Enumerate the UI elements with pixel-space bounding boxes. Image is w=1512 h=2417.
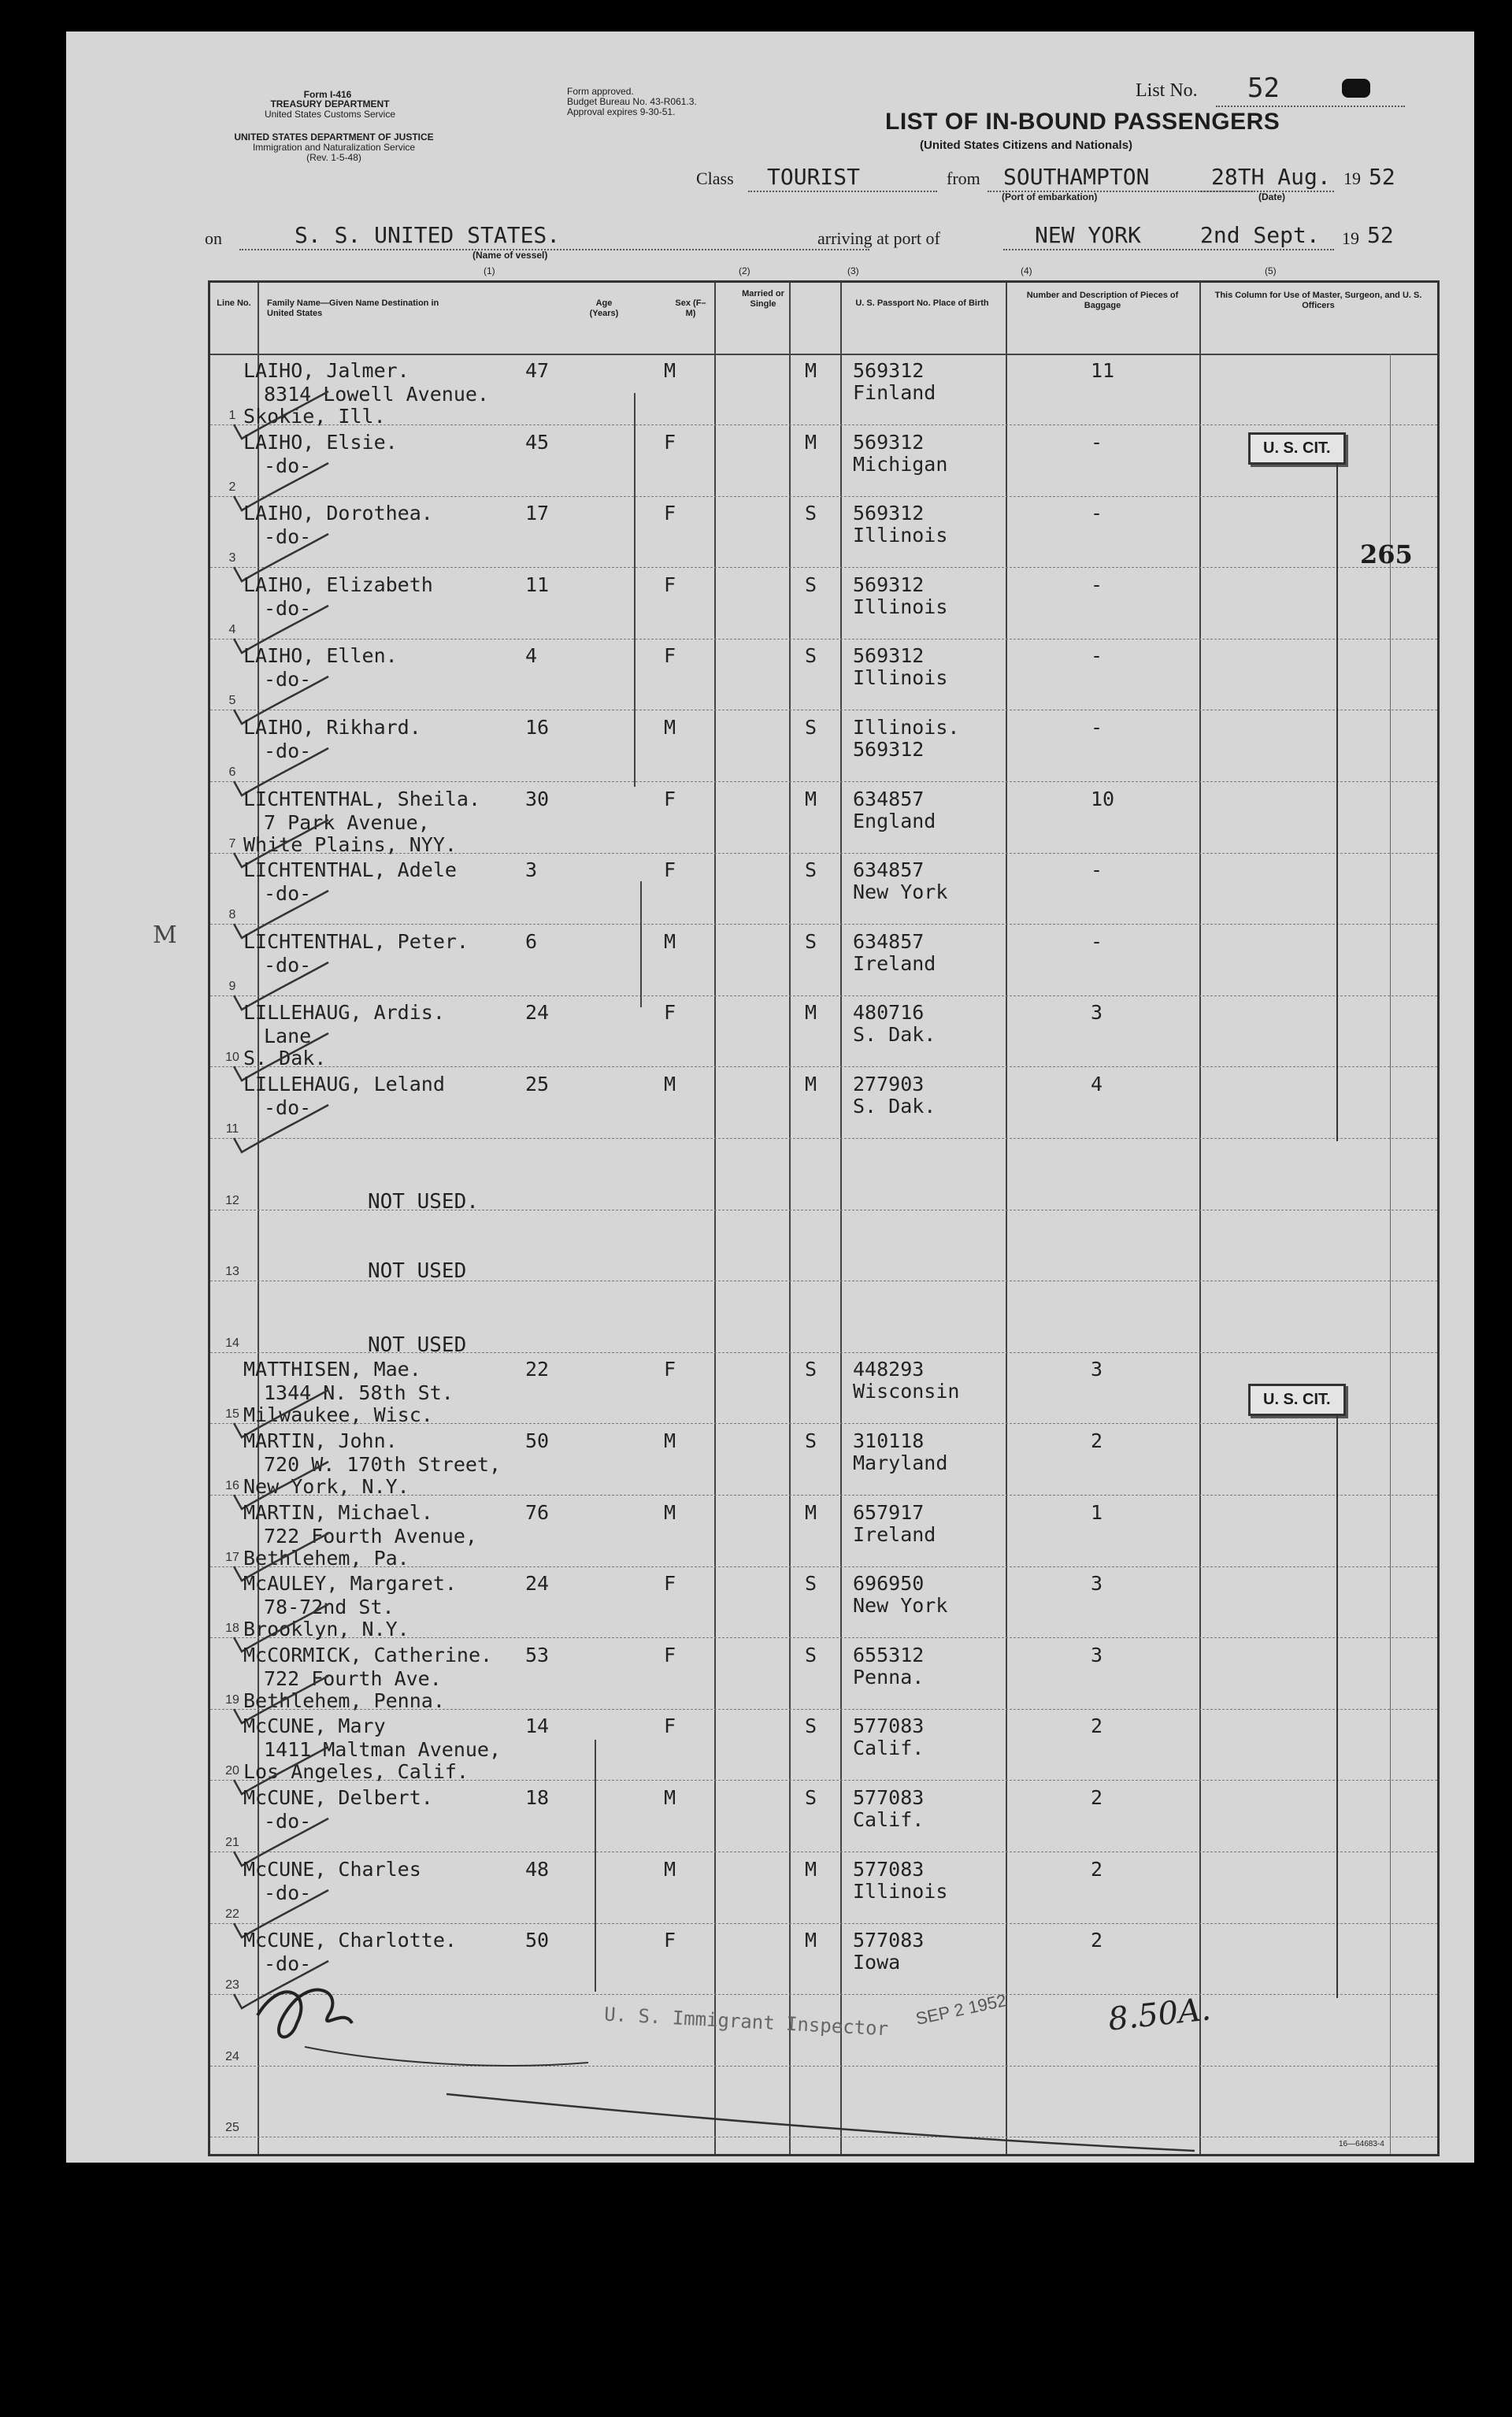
line-number: 12 xyxy=(225,1193,239,1207)
marital-status: S xyxy=(805,1572,817,1596)
vessel-name: S. S. UNITED STATES. xyxy=(295,222,561,248)
place-of-birth: Illinois xyxy=(853,524,948,547)
destination-line-2: White Plains, NYY. xyxy=(243,832,457,856)
list-no-label: List No. xyxy=(1136,80,1198,101)
line-number: 1 xyxy=(228,409,236,422)
passport-number: 634857 xyxy=(853,929,925,953)
line-number: 15 xyxy=(225,1407,239,1422)
col-officers: This Column for Use of Master, Surgeon, and U. S. Officers xyxy=(1214,291,1422,310)
destination-line-1: Lane xyxy=(264,1025,312,1048)
destination-line-1: -do- xyxy=(264,668,312,691)
year-prefix: 19 xyxy=(1343,169,1361,188)
baggage-count: 4 xyxy=(1091,1073,1103,1095)
col-sex: Sex (F–M) xyxy=(675,298,706,318)
class-value: TOURIST xyxy=(767,164,861,190)
place-of-birth: Calif. xyxy=(853,1808,925,1831)
passenger-name: LAIHO, Rikhard. xyxy=(243,716,421,739)
approval-line-3: Approval expires 9-30-51. xyxy=(567,106,676,117)
table-row xyxy=(210,1709,1437,1784)
justice-dept: UNITED STATES DEPARTMENT OF JUSTICE xyxy=(234,132,434,143)
age: 25 xyxy=(525,1073,550,1095)
destination-line-1: -do- xyxy=(264,1881,312,1904)
place-of-birth: New York xyxy=(853,1594,948,1618)
passenger-name: MARTIN, John. xyxy=(243,1429,398,1452)
place-of-birth: Illinois xyxy=(853,666,948,690)
class-label: Class xyxy=(696,169,734,188)
passenger-name: McCUNE, Delbert. xyxy=(243,1786,433,1809)
year-suffix: 52 xyxy=(1369,164,1395,190)
marital-status: M xyxy=(805,1500,817,1524)
sex: M xyxy=(664,1786,676,1809)
passenger-name: LICHTENTHAL, Peter. xyxy=(243,929,469,953)
place-of-birth: 569312 xyxy=(853,738,925,761)
table-row xyxy=(210,782,1437,856)
passport-number: Illinois. xyxy=(853,716,960,739)
table-row xyxy=(210,1424,1437,1498)
marital-status: M xyxy=(805,787,817,810)
passport-number: 655312 xyxy=(853,1643,925,1666)
baggage-count: 2 xyxy=(1091,1929,1103,1952)
table-row xyxy=(210,1496,1437,1570)
line-number: 9 xyxy=(228,979,236,993)
age: 76 xyxy=(525,1500,550,1524)
place-of-birth: Illinois xyxy=(853,595,948,618)
marital-status: M xyxy=(805,1073,817,1095)
passport-number: 634857 xyxy=(853,858,925,882)
marital-status: S xyxy=(805,716,817,739)
destination-line-1: -do- xyxy=(264,1810,312,1833)
place-of-birth: Ireland xyxy=(853,951,936,975)
baggage-count: 10 xyxy=(1091,787,1115,810)
line-number: 10 xyxy=(225,1051,239,1065)
marital-status: S xyxy=(805,1715,817,1738)
table-row xyxy=(210,1923,1437,1994)
sex: F xyxy=(664,1001,676,1025)
line-number: 18 xyxy=(225,1622,239,1636)
marital-status: M xyxy=(805,1857,817,1881)
marital-status: S xyxy=(805,502,817,525)
destination-line-1: -do- xyxy=(264,525,312,549)
passport-number: 277903 xyxy=(853,1073,925,1095)
place-of-birth: New York xyxy=(853,880,948,904)
baggage-count: 2 xyxy=(1091,1429,1103,1452)
line-number: 16 xyxy=(225,1479,239,1492)
arrival-year-suffix: 52 xyxy=(1367,222,1394,248)
destination-line-1: 1344 N. 58th St. xyxy=(264,1381,454,1405)
passenger-name: MARTIN, Michael. xyxy=(243,1500,433,1524)
col-passport: U. S. Passport No. Place of Birth xyxy=(855,298,989,308)
destination-line-2: Skokie, Ill. xyxy=(243,405,386,428)
marital-status: S xyxy=(805,644,817,668)
age: 53 xyxy=(525,1643,550,1666)
destination-line-1: -do- xyxy=(264,596,312,620)
col-num-4: (4) xyxy=(1021,265,1032,276)
destination-line-2: New York, N.Y. xyxy=(243,1475,410,1498)
destination-line-1: 7 Park Avenue, xyxy=(264,810,430,834)
date-caption: (Date) xyxy=(1258,191,1286,202)
approval-line-2: Budget Bureau No. 43-R061.3. xyxy=(567,96,697,107)
table-row xyxy=(210,853,1437,924)
passport-number: 480716 xyxy=(853,1001,925,1025)
age: 17 xyxy=(525,502,550,525)
age: 4 xyxy=(525,644,538,668)
age: 18 xyxy=(525,1786,550,1809)
destination-line-1: 1411 Maltman Avenue, xyxy=(264,1738,502,1762)
passenger-name: LAIHO, Dorothea. xyxy=(243,502,433,525)
line-number: 25 xyxy=(225,2121,239,2135)
sex: M xyxy=(664,716,676,739)
table-row xyxy=(210,568,1437,639)
arrival-year-prefix: 19 xyxy=(1342,228,1359,248)
place-of-birth: S. Dak. xyxy=(853,1095,936,1118)
baggage-count: 2 xyxy=(1091,1715,1103,1738)
col-married: Married or Single xyxy=(742,289,784,309)
sex: F xyxy=(664,1715,676,1738)
destination-line-1: -do- xyxy=(264,1952,312,1976)
passenger-name: LICHTENTHAL, Sheila. xyxy=(243,787,481,810)
age: 16 xyxy=(525,716,550,739)
table-row xyxy=(210,925,1437,995)
margin-mark: M xyxy=(153,921,177,949)
sex: F xyxy=(664,1643,676,1666)
marital-status: S xyxy=(805,1429,817,1452)
baggage-count: 3 xyxy=(1091,1643,1103,1666)
table-row xyxy=(210,1566,1437,1641)
table-row xyxy=(210,2066,1437,2137)
age: 3 xyxy=(525,858,538,882)
departure-date: 28TH Aug. xyxy=(1211,164,1331,190)
passenger-name: LICHTENTHAL, Adele xyxy=(243,858,457,882)
on-label: on xyxy=(205,228,222,248)
table-row xyxy=(210,639,1437,710)
destination-line-2: Bethlehem, Penna. xyxy=(243,1689,445,1712)
marital-status: M xyxy=(805,359,817,382)
sex: F xyxy=(664,430,676,454)
destination-line-1: -do- xyxy=(264,882,312,906)
destination-line-2: S. Dak. xyxy=(243,1047,327,1070)
passenger-name: LILLEHAUG, Ardis. xyxy=(243,1001,445,1025)
sex: F xyxy=(664,644,676,668)
passenger-name: LAIHO, Ellen. xyxy=(243,644,398,668)
passport-number: 569312 xyxy=(853,430,925,454)
line-number: 8 xyxy=(228,908,236,922)
customs-service: United States Customs Service xyxy=(264,109,396,120)
age: 24 xyxy=(525,1572,550,1596)
destination-line-1: -do- xyxy=(264,1096,312,1119)
baggage-count: 11 xyxy=(1091,359,1115,382)
line-number: 20 xyxy=(225,1764,239,1778)
us-cit-stamp-1: U. S. CIT. xyxy=(1248,432,1346,465)
baggage-count: - xyxy=(1091,502,1103,525)
marital-status: S xyxy=(805,858,817,882)
marital-status: M xyxy=(805,1001,817,1025)
marital-status: M xyxy=(805,1929,817,1952)
age: 50 xyxy=(525,1429,550,1452)
place-of-birth: Ireland xyxy=(853,1522,936,1546)
passenger-name: McAULEY, Margaret. xyxy=(243,1572,457,1596)
line-number: 21 xyxy=(225,1836,239,1849)
age: 50 xyxy=(525,1929,550,1952)
baggage-count: - xyxy=(1091,430,1103,454)
sex: F xyxy=(664,1929,676,1952)
passport-number: 657917 xyxy=(853,1500,925,1524)
age: 11 xyxy=(525,573,550,596)
destination-line-2: Bethlehem, Pa. xyxy=(243,1546,410,1570)
marital-status: S xyxy=(805,1643,817,1666)
marital-status: S xyxy=(805,573,817,596)
port-of-embarkation: SOUTHAMPTON xyxy=(1003,164,1150,190)
arriving-label: arriving at port of xyxy=(817,228,940,248)
table-row xyxy=(210,1638,1437,1712)
arrival-date: 2nd Sept. xyxy=(1200,222,1320,248)
passport-number: 569312 xyxy=(853,573,925,596)
table-row xyxy=(210,1781,1437,1852)
age: 45 xyxy=(525,430,550,454)
revision: (Rev. 1-5-48) xyxy=(306,152,361,163)
passenger-name: LILLEHAUG, Leland xyxy=(243,1073,445,1095)
marital-status: S xyxy=(805,1358,817,1381)
vessel-caption: (Name of vessel) xyxy=(472,250,548,261)
treasury-dept: TREASURY DEPARTMENT xyxy=(270,98,390,109)
marital-status: S xyxy=(805,929,817,953)
table-row xyxy=(210,1852,1437,1923)
destination-line-1: -do- xyxy=(264,454,312,477)
passport-number: 634857 xyxy=(853,787,925,810)
place-of-birth: Wisconsin xyxy=(853,1380,960,1403)
ink-blot xyxy=(1342,79,1370,98)
col-baggage: Number and Description of Pieces of Baggage xyxy=(1026,291,1179,310)
passport-number: 577083 xyxy=(853,1857,925,1881)
destination-line-2: Los Angeles, Calif. xyxy=(243,1760,469,1784)
inspector-label: U. S. Immigrant Inspector xyxy=(603,2003,889,2041)
place-of-birth: Iowa xyxy=(853,1951,901,1974)
passenger-name: McCUNE, Mary xyxy=(243,1715,386,1738)
passport-number: 577083 xyxy=(853,1929,925,1952)
age: 6 xyxy=(525,929,538,953)
destination-line-2: Milwaukee, Wisc. xyxy=(243,1403,433,1427)
sex: F xyxy=(664,1572,676,1596)
destination-line-1: -do- xyxy=(264,740,312,762)
passport-number: 577083 xyxy=(853,1786,925,1809)
passenger-name: MATTHISEN, Mae. xyxy=(243,1358,421,1381)
table-row xyxy=(210,995,1437,1070)
destination-line-1: 8314 Lowell Avenue. xyxy=(264,383,489,406)
line-number: 23 xyxy=(225,1978,239,1993)
passenger-name: LAIHO, Elsie. xyxy=(243,430,398,454)
marital-status: S xyxy=(805,1786,817,1809)
passenger-name: McCORMICK, Catherine. xyxy=(243,1643,493,1666)
baggage-count: - xyxy=(1091,858,1103,882)
not-used-12: NOT USED. xyxy=(368,1190,479,1214)
line-number: 19 xyxy=(225,1692,239,1707)
sex: M xyxy=(664,929,676,953)
list-number: 52 xyxy=(1247,72,1280,104)
line-number: 22 xyxy=(225,1907,239,1921)
line-number: 4 xyxy=(228,622,236,636)
place-of-birth: Maryland xyxy=(853,1451,948,1474)
sex: F xyxy=(664,1358,676,1381)
passenger-name: LAIHO, Elizabeth xyxy=(243,573,433,596)
destination-line-1: 722 Fourth Ave. xyxy=(264,1666,442,1690)
baggage-count: 3 xyxy=(1091,1358,1103,1381)
age: 48 xyxy=(525,1857,550,1881)
line-number: 14 xyxy=(225,1336,239,1350)
place-of-birth: Finland xyxy=(853,381,936,404)
baggage-count: 2 xyxy=(1091,1786,1103,1809)
approval-line-1: Form approved. xyxy=(567,86,634,97)
age: 22 xyxy=(525,1358,550,1381)
age: 30 xyxy=(525,787,550,810)
baggage-count: 3 xyxy=(1091,1572,1103,1596)
line-number: 24 xyxy=(225,2049,239,2063)
passport-number: 696950 xyxy=(853,1572,925,1596)
destination-line-1: -do- xyxy=(264,953,312,977)
place-of-birth: Penna. xyxy=(853,1665,925,1689)
baggage-count: - xyxy=(1091,644,1103,668)
line-number: 6 xyxy=(228,766,236,779)
sex: M xyxy=(664,1500,676,1524)
place-of-birth: England xyxy=(853,809,936,832)
record-count: 265 xyxy=(1360,539,1413,569)
col-line-no: Line No. xyxy=(217,298,251,308)
manifest-sheet xyxy=(66,32,1474,2163)
line-number: 11 xyxy=(225,1122,239,1136)
age: 47 xyxy=(525,359,550,382)
sex: F xyxy=(664,858,676,882)
passenger-name: McCUNE, Charlotte. xyxy=(243,1929,457,1952)
line-number: 5 xyxy=(228,694,236,708)
col-num-3: (3) xyxy=(847,265,859,276)
place-of-birth: S. Dak. xyxy=(853,1023,936,1047)
ins-service: Immigration and Naturalization Service xyxy=(252,142,416,153)
destination-line-1: 78-72nd St. xyxy=(264,1596,395,1619)
line-number: 3 xyxy=(228,551,236,565)
time-note: 8.50A. xyxy=(1106,1991,1213,2038)
line-number: 2 xyxy=(228,480,236,494)
sex: M xyxy=(664,1073,676,1095)
date-stamp: SEP 2 1952 xyxy=(914,1990,1009,2029)
col-num-5: (5) xyxy=(1265,265,1277,276)
port-caption: (Port of embarkation) xyxy=(1002,191,1098,202)
form-title: LIST OF IN-BOUND PASSENGERS xyxy=(885,109,1280,135)
sex: M xyxy=(664,1429,676,1452)
col-num-1: (1) xyxy=(484,265,495,276)
age: 14 xyxy=(525,1715,550,1738)
not-used-13: NOT USED xyxy=(368,1259,467,1283)
place-of-birth: Illinois xyxy=(853,1879,948,1903)
passport-number: 310118 xyxy=(853,1429,925,1452)
destination-line-1: 720 W. 170th Street, xyxy=(264,1453,502,1476)
passenger-name: LAIHO, Jalmer. xyxy=(243,359,410,382)
baggage-count: - xyxy=(1091,716,1103,739)
place-of-birth: Calif. xyxy=(853,1737,925,1760)
from-label: from xyxy=(947,169,980,188)
baggage-count: 2 xyxy=(1091,1857,1103,1881)
passport-number: 569312 xyxy=(853,359,925,382)
passport-number: 569312 xyxy=(853,502,925,525)
table-row xyxy=(210,1067,1437,1138)
arrival-port: NEW YORK xyxy=(1035,222,1141,248)
col-age: Age (Years) xyxy=(589,298,619,318)
baggage-count: - xyxy=(1091,929,1103,953)
destination-line-2: Brooklyn, N.Y. xyxy=(243,1618,410,1641)
sex: F xyxy=(664,502,676,525)
place-of-birth: Michigan xyxy=(853,452,948,476)
line-number: 17 xyxy=(225,1550,239,1564)
table-row xyxy=(210,354,1437,428)
form-subtitle: (United States Citizens and Nationals) xyxy=(920,139,1133,152)
sex: F xyxy=(664,573,676,596)
passenger-name: McCUNE, Charles xyxy=(243,1857,421,1881)
sex: M xyxy=(664,1857,676,1881)
table-row xyxy=(210,496,1437,567)
baggage-count: - xyxy=(1091,573,1103,596)
table-row xyxy=(210,710,1437,781)
sex: M xyxy=(664,359,676,382)
age: 24 xyxy=(525,1001,550,1025)
line-number: 13 xyxy=(225,1265,239,1279)
us-cit-stamp-2: U. S. CIT. xyxy=(1248,1384,1346,1416)
col-name: Family Name—Given Name Destination in United States xyxy=(267,298,439,318)
passport-number: 448293 xyxy=(853,1358,925,1381)
line-number: 7 xyxy=(228,836,236,851)
baggage-count: 3 xyxy=(1091,1001,1103,1025)
sex: F xyxy=(664,787,676,810)
form-code: 16—64683-4 xyxy=(1339,2140,1384,2148)
passport-number: 569312 xyxy=(853,644,925,668)
passport-number: 577083 xyxy=(853,1715,925,1738)
col-num-2: (2) xyxy=(739,265,750,276)
passenger-table xyxy=(208,280,1440,2156)
destination-line-1: 722 Fourth Avenue, xyxy=(264,1524,477,1548)
marital-status: M xyxy=(805,430,817,454)
not-used-14: NOT USED xyxy=(368,1333,467,1357)
form-number: Form I-416 xyxy=(303,89,352,100)
baggage-count: 1 xyxy=(1091,1500,1103,1524)
